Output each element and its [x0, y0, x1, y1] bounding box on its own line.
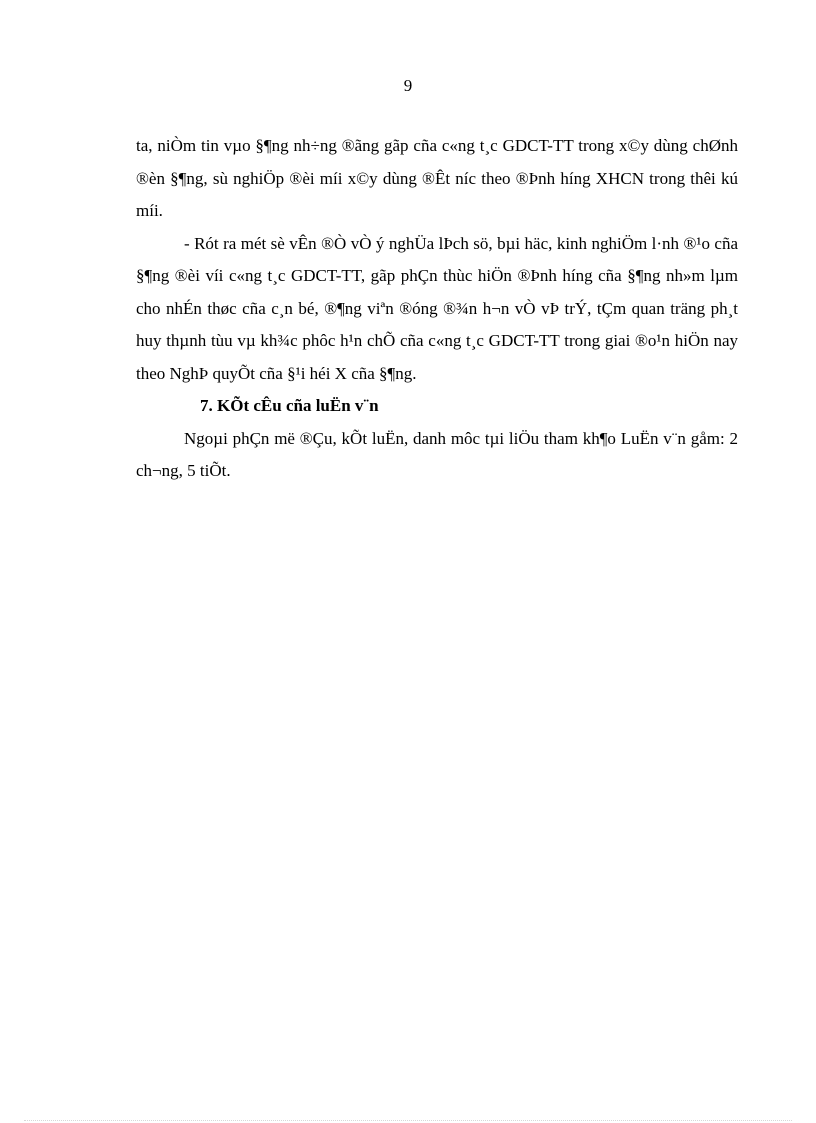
- document-body: [136, 130, 738, 488]
- section-paragraph: Ngoµi phÇn më ®Çu, kÕt luËn, danh môc tµi liÖu tham kh¶o LuËn v¨n gåm: 2 ch¬ng, 5 tiÕt.: [136, 428, 738, 480]
- paragraph-continuation: ta, niÒm tin vµo §¶ng nh÷ng ®ãng gãp cña c«ng t¸c GDCT-TT trong x©y dùng chØnh ®èn §¶ng, sù nghiÖp ®èi míi x©y dùng ®Êt níc theo ®Þnh híng XHCN trong thêi kú míi.: [136, 136, 738, 220]
- paragraph-bullet: - Rót ra mét sè vÊn ®Ò vÒ ý nghÜa lÞch sö, bµi häc, kinh nghiÖm l·nh ®¹o cña §¶ng ®èi víi c«ng t¸c GDCT-TT, gãp phÇn thùc hiÖn ®Þnh híng cña §¶ng nh»m lµm cho nhÉn thøc cña c¸n bé, ®¶ng viªn ®óng ®¾n h¬n vÒ vÞ trÝ, tÇm quan träng ph¸t huy thµnh tùu vµ kh¾c phôc h¹n chÕ cña c«ng t¸c GDCT-TT trong giai ®o¹n hiÖn nay theo NghÞ quyÕt cña §¹i héi X cña §¶ng.: [136, 233, 738, 383]
- page-bottom-rule: [24, 1120, 792, 1121]
- page-number: 9: [403, 76, 413, 95]
- section-heading: 7. KÕt cÊu cña luËn v¨n: [200, 396, 379, 415]
